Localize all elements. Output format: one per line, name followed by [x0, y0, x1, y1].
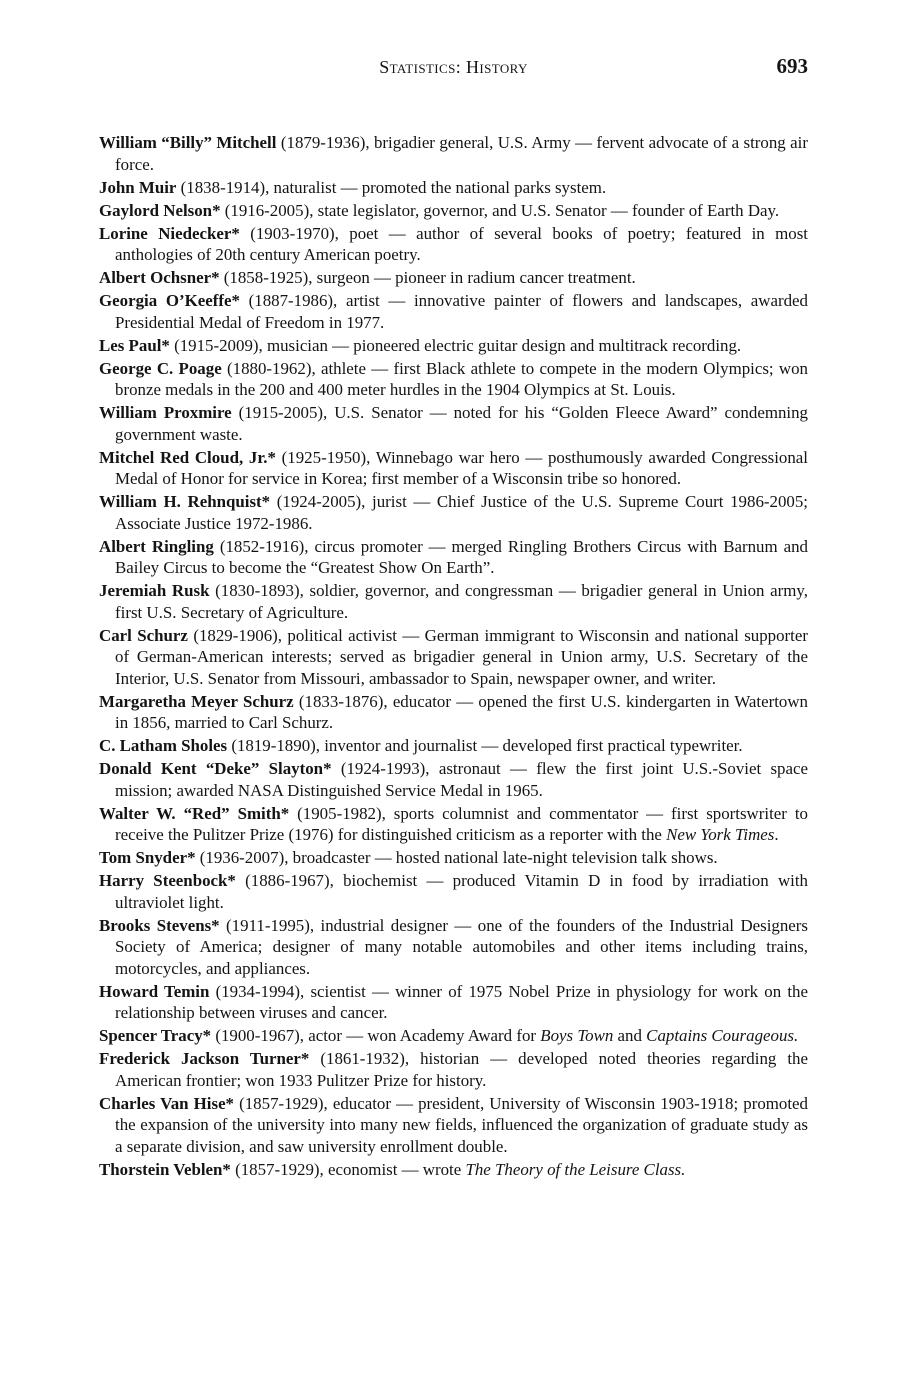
biography-entry	[99, 536, 808, 579]
biography-entry	[99, 870, 808, 913]
biography-entry	[99, 691, 808, 734]
entry-title-italic: Boys Town	[540, 1026, 614, 1045]
entry-name: Mitchel Red Cloud, Jr.*	[99, 447, 276, 467]
biography-entry	[99, 200, 808, 222]
entry-description: (1857-1929), economist — wrote	[230, 1159, 466, 1179]
entry-name: William “Billy” Mitchell	[99, 133, 277, 152]
biography-entry	[99, 132, 808, 175]
entry-description: (1833-1876), educator — opened the first U.S. kindergarten in Watertown in 1856, married to Carl Schurz.	[115, 691, 809, 732]
biography-entry	[99, 803, 808, 846]
entry-description: (1934-1994), scientist — winner of 1975 Nobel Prize in physiology for work on the relationship between viruses and cancer.	[115, 981, 808, 1022]
biography-entry	[99, 981, 808, 1024]
biography-entry	[99, 735, 808, 757]
entry-description: (1861-1932), historian — developed noted theories regarding the American frontier; won 1933 Pulitzer Prize for history.	[115, 1049, 808, 1090]
biography-entry	[99, 915, 808, 980]
entry-description: (1916-2005), state legislator, governor, and U.S. Senator — founder of Earth Day.	[220, 200, 780, 220]
entry-description: (1858-1925), surgeon — pioneer in radium cancer treatment.	[219, 268, 636, 287]
entry-name: Thorstein Veblen*	[99, 1159, 231, 1179]
entry-description: (1905-1982), sports columnist and commentator — first sportswriter to receive the Pulitzer Prize (1976) for distinguished criticism as a reporter with the	[115, 803, 808, 844]
biography-entry	[99, 267, 808, 289]
entry-name: Jeremiah Rusk	[99, 581, 210, 600]
entry-description: (1924-2005), jurist — Chief Justice of the U.S. Supreme Court 1986-2005; Associate Justice 1972-1986.	[115, 492, 808, 533]
entry-name: Margaretha Meyer Schurz	[99, 691, 294, 711]
entry-description: (1903-1970), poet — author of several books of poetry; featured in most anthologies of 20th century American poetry.	[115, 223, 808, 264]
biography-entry	[99, 625, 808, 690]
entry-name: Les Paul*	[99, 335, 170, 355]
entry-name: Donald Kent “Deke” Slayton*	[99, 759, 332, 778]
entry-description: (1915-2005), U.S. Senator — noted for his “Golden Fleece Award” condemning government waste.	[115, 403, 808, 444]
entry-name: C. Latham Sholes	[99, 736, 228, 755]
entry-name: Harry Steenbock*	[99, 871, 236, 890]
entry-name: Frederick Jackson Turner*	[99, 1049, 310, 1068]
biography-entry	[99, 758, 808, 801]
entry-description: (1830-1893), soldier, governor, and congressman — brigadier general in Union army, first U.S. Secretary of Agriculture.	[115, 581, 809, 622]
entry-description: (1879-1936), brigadier general, U.S. Army — fervent advocate of a strong air force.	[115, 133, 808, 174]
entry-description: (1838-1914), naturalist — promoted the national parks system.	[176, 177, 607, 197]
entry-name: Walter W. “Red” Smith*	[99, 803, 290, 823]
entry-description: (1936-2007), broadcaster — hosted national late-night television talk shows.	[195, 848, 718, 867]
entry-description: (1887-1986), artist — innovative painter of flowers and landscapes, awarded Presidential Medal of Freedom in 1977.	[115, 291, 808, 332]
entry-title-italic: New York Times	[666, 825, 775, 844]
entry-description: (1829-1906), political activist — German immigrant to Wisconsin and national supporter of German-American interests; served as brigadier general in Union army, U.S. Secretary of the Interior, U.S. Senator from Missouri, ambassador to Spain, newspaper owner, and writer.	[115, 625, 808, 688]
entry-description: (1852-1916), circus promoter — merged Ringling Brothers Circus with Barnum and Bailey Circus to become the “Greatest Show On Earth”.	[115, 536, 808, 577]
biography-entry	[99, 847, 808, 869]
entry-name: Gaylord Nelson*	[99, 200, 221, 220]
biography-entry	[99, 358, 808, 401]
biography-entry	[99, 1159, 808, 1181]
biography-entry	[99, 1093, 808, 1158]
page-number: 693	[776, 54, 808, 78]
entry-name: Albert Ringling	[99, 536, 214, 556]
entry-name: John Muir	[99, 177, 177, 197]
entry-description: (1911-1995), industrial designer — one of the founders of the Industrial Designers Society of America; designer of many notable automobiles and other items including trains, motorcycles, and appliances.	[115, 915, 808, 978]
biography-entry	[99, 177, 808, 199]
biography-list	[99, 132, 808, 1182]
entry-name: Georgia O’Keeffe*	[99, 291, 240, 310]
entry-description: (1915-2009), musician — pioneered electric guitar design and multitrack recording.	[169, 335, 742, 355]
entry-description: (1900-1967), actor — won Academy Award for	[211, 1026, 541, 1045]
entry-description: (1886-1967), biochemist — produced Vitamin D in food by irradiation with ultraviolet light.	[115, 871, 809, 912]
entry-name: William Proxmire	[99, 403, 232, 422]
entry-description: (1924-1993), astronaut — flew the first joint U.S.-Soviet space mission; awarded NASA Distinguished Service Medal in 1965.	[115, 759, 808, 800]
running-head: Statistics: History	[379, 57, 528, 77]
entry-name: Tom Snyder*	[99, 848, 196, 867]
page-header	[99, 54, 808, 82]
entry-name: Brooks Stevens*	[99, 915, 220, 935]
entry-description: .	[774, 825, 779, 844]
entry-name: George C. Poage	[99, 358, 222, 378]
entry-name: Charles Van Hise*	[99, 1093, 235, 1113]
entry-description: (1819-1890), inventor and journalist — developed first practical typewriter.	[227, 736, 743, 755]
entry-name: Spencer Tracy*	[99, 1026, 212, 1045]
entry-description: and	[613, 1026, 647, 1045]
entry-title-italic: The Theory of the Leisure Class.	[465, 1159, 686, 1179]
entry-name: Carl Schurz	[99, 625, 188, 645]
entry-description: (1857-1929), educator — president, University of Wisconsin 1903-1918; promoted the expansion of the university into many new fields, influenced the organization of graduate study as a separate division, and saw university enrollment double.	[115, 1093, 808, 1156]
entry-description: (1880-1962), athlete — first Black athlete to compete in the modern Olympics; won bronze medals in the 200 and 400 meter hurdles in the 1904 Olympics at St. Louis.	[115, 358, 808, 399]
biography-entry	[99, 402, 808, 445]
entry-name: Albert Ochsner*	[99, 268, 220, 287]
entry-name: Lorine Niedecker*	[99, 223, 240, 243]
biography-entry	[99, 223, 808, 266]
biography-entry	[99, 1025, 808, 1047]
biography-entry	[99, 335, 808, 357]
biography-entry	[99, 290, 808, 333]
biography-entry	[99, 1048, 808, 1091]
entry-description: (1925-1950), Winnebago war hero — posthumously awarded Congressional Medal of Honor for service in Korea; first member of a Wisconsin tribe so honored.	[115, 447, 808, 488]
biography-entry	[99, 447, 808, 490]
entry-title-italic: Captains Courageous.	[646, 1026, 799, 1045]
biography-entry	[99, 491, 808, 534]
entry-name: Howard Temin	[99, 981, 210, 1001]
biography-entry	[99, 580, 808, 623]
entry-name: William H. Rehnquist*	[99, 492, 271, 511]
